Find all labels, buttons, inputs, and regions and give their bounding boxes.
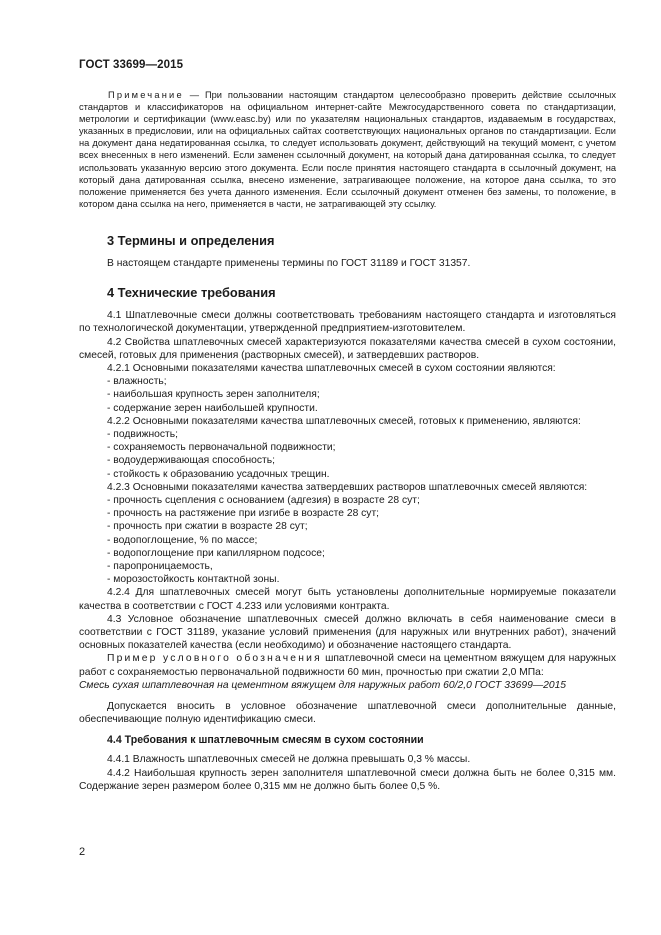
list-item: - влажность;: [107, 376, 167, 388]
list-item: - водопоглощение при капиллярном подсосе;: [107, 547, 325, 559]
paragraph-4-2-2: 4.2.2 Основными показателями качества шпатлевочных смесей, готовых к применению, являются:: [107, 415, 581, 427]
note-label: Примечание: [108, 90, 184, 100]
paragraph-4-4-1: 4.4.1 Влажность шпатлевочных смесей не должна превышать 0,3 % массы.: [107, 754, 471, 766]
section-3-heading: 3 Термины и определения: [107, 232, 275, 248]
page-number: 2: [79, 846, 86, 858]
list-item: - прочность при сжатии в возрасте 28 сут;: [107, 521, 308, 533]
example-paragraph: [79, 652, 616, 678]
list-item: - морозостойкость контактной зоны.: [107, 574, 280, 586]
list-item: - сохраняемость первоначальной подвижности;: [107, 442, 336, 454]
page-content: [79, 89, 616, 793]
paragraph-4-2-1: 4.2.1 Основными показателями качества шпатлевочных смесей в сухом состоянии являются:: [107, 362, 556, 374]
list-item: - стойкость к образованию усадочных трещин.: [107, 468, 330, 480]
paragraph-4-2-3: 4.2.3 Основными показателями качества затвердевших растворов шпатлевочных смесей являются:: [107, 481, 588, 493]
list-item: - водоудерживающая способность;: [107, 455, 275, 467]
list-item: - содержание зерен наибольшей крупности.: [107, 402, 318, 414]
section-3-text: В настоящем стандарте применены термины по ГОСТ 31189 и ГОСТ 31357.: [107, 257, 471, 269]
list-item: - прочность сцепления с основанием (адгезия) в возрасте 28 сут;: [107, 494, 420, 506]
paragraph-4-1: 4.1 Шпатлевочные смеси должны соответствовать требованиям настоящего стандарта и изготовляться по технологической документации, утвержденной предприятием-изготовителем.: [79, 310, 616, 335]
note-text: — При пользовании настоящим стандартом целесообразно проверить действие ссылочных стандартов и классификаторов на официальном интернет-сайте Межгосударственного совета по стандартизации, метрологии и сертификации (www.easc.by) или по указателям национальных стандартов, издаваемым в государствах, указанных в предисловии, или на официальных сайтах соответствующих национальных органов по стандартизации. Если на документ дана недатированная ссылка, то следует использовать документ, действующий на текущий момент, с учетом всех внесенных в него изменений. Если заменен ссылочный документ, на который дана датированная ссылка, то следует использовать указанную версию этого документа. Если после принятия настоящего стандарта в ссылочный документ, на который дана датированная ссылка, внесено изменение, затрагивающее положение, на которое дана ссылка, то это положение применяется без учета данного изменения. Если ссылочный документ отменен без замены, то положение, в котором дана ссылка на него, применяется в части, не затрагивающей эту ссылку.: [79, 90, 616, 209]
paragraph-4-2: 4.2 Свойства шпатлевочных смесей характеризуются показателями качества смесей в сухом состоянии, смесей, готовых для применения (растворных смесей), и затвердевших растворов.: [79, 336, 616, 361]
section-4-4-heading: 4.4 Требования к шпатлевочным смесям в сухом состоянии: [107, 734, 424, 747]
example-designation: Смесь сухая шпатлевочная на цементном вяжущем для наружных работ 60/2,0 ГОСТ 33699—2015: [79, 679, 567, 691]
note-paragraph: [79, 89, 616, 210]
example-label: Пример условного обозначения: [107, 653, 322, 665]
list-item: - паропроницаемость,: [107, 561, 213, 572]
section-4-heading: 4 Технические требования: [107, 285, 276, 301]
paragraph-4-3: 4.3 Условное обозначение шпатлевочных смесей должно включать в себя наименование смеси в соответствии с ГОСТ 31189, указание условий применения (для наружных или внутренних работ), значений основных показателей качества (если необходимо) и обозначение настоящего стандарта.: [79, 613, 616, 652]
paragraph-additional-data: Допускается вносить в условное обозначение шпатлевочной смеси дополнительные данные, обеспечивающие полную идентификацию смеси.: [79, 701, 616, 726]
example-text: шпатлевочной смеси на цементном вяжущем для наружных работ с сохраняемостью первоначальной подвижности 60 мин, прочностью при сжатии 2,0 МПа:: [79, 653, 616, 678]
list-item: - водопоглощение, % по массе;: [107, 534, 258, 546]
paragraph-4-4-2: 4.4.2 Наибольшая крупность зерен заполнителя шпатлевочной смеси должна быть не более 0,315 мм. Содержание зерен размером более 0,315 мм не должно быть более 0,5 %.: [79, 767, 616, 792]
document-header: ГОСТ 33699—2015: [79, 59, 184, 71]
list-item: - подвижность;: [107, 428, 178, 440]
list-item: - прочность на растяжение при изгибе в возрасте 28 сут;: [107, 508, 380, 520]
paragraph-4-2-4: 4.2.4 Для шпатлевочных смесей могут быть установлены дополнительные нормируемые показатели качества в соответствии с ГОСТ 4.233 или условиями контракта.: [79, 587, 616, 612]
list-item: - наибольшая крупность зерен заполнителя;: [107, 389, 320, 401]
